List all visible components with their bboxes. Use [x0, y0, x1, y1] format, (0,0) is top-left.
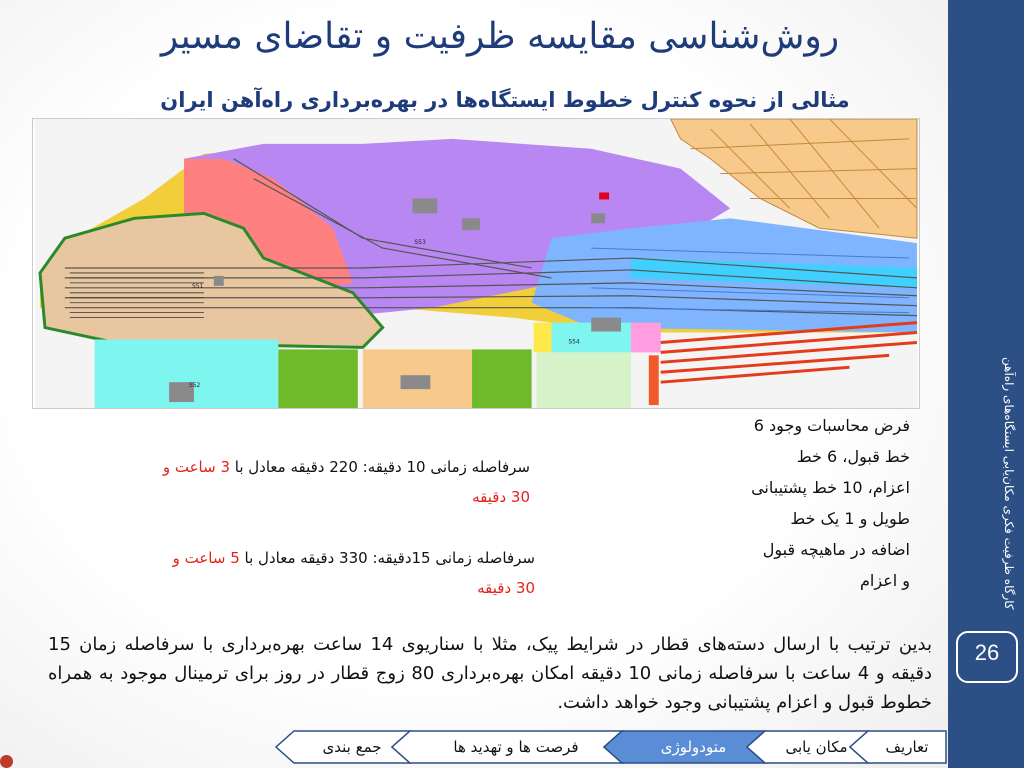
nav-labels [270, 730, 948, 764]
tab-methodology[interactable]: متودولوژی [660, 738, 727, 756]
calc-highlight: 5 ساعت و [172, 549, 240, 567]
sidebar-caption: کارگاه ظرفیت فکری مکان‌یابی ایستگاه‌های راه‌آهن [1002, 357, 1016, 610]
tab-taarif[interactable]: تعاریف [885, 738, 929, 756]
map-label-s51: S51 [191, 282, 204, 290]
map-label-s52: S52 [188, 382, 201, 390]
assumption-note [725, 410, 910, 596]
calc-text: سرفاصله زمانی 10 دقیقه: 220 دقیقه معادل با [234, 458, 530, 476]
calc-text: سرفاصله زمانی 15دقیقه: 330 دقیقه معادل با [244, 549, 535, 567]
note-line: فرض محاسبات وجود 6 [753, 416, 910, 435]
calc-highlight: 30 دقیقه [472, 488, 530, 506]
calc-highlight: 3 ساعت و [162, 458, 230, 476]
slide-title: روش‌شناسی مقایسه ظرفیت و تقاضای مسیر [160, 16, 840, 57]
tab-jam-bandi[interactable]: جمع بندی [322, 738, 382, 756]
note-line: اضافه در ماهیچه قبول [762, 540, 910, 559]
note-line: اعزام، 10 خط پشتیبانی [751, 478, 910, 497]
note-line: خط قبول، 6 خط [796, 447, 910, 466]
map-label-s53: S53 [414, 239, 426, 247]
note-line: طویل و 1 یک خط [790, 509, 910, 528]
calc-highlight: 30 دقیقه [477, 579, 535, 597]
page-number: 26 [974, 640, 1000, 665]
slide-subtitle: مثالی از نحوه کنترل خطوط ایستگاه‌ها در بهره‌برداری راه‌آهن ایران [160, 88, 850, 112]
map-label-s54: S54 [568, 338, 580, 346]
tab-forsat[interactable]: فرصت ها و تهدید ها [453, 738, 579, 756]
note-line: و اعزام [860, 571, 910, 590]
tab-makan-yabi[interactable]: مکان یابی [785, 738, 848, 756]
summary-paragraph: بدین ترتیب با ارسال دسته‌های قطار در شرایط پیک، مثلا با سناریوی 14 ساعت بهره‌برداری با سرفاصله زمان 15 دقیقه و 4 ساعت با سرفاصله زمانی 10 دقیقه امکان بهره‌برداری 80 زوج قطار در روز برای ترمینال موجود به همراه خطوط قبول و اعزام پشتیبانی وجود خواهد داشت. [48, 634, 932, 713]
corner-logo-icon [0, 755, 13, 768]
calc-10min [110, 452, 530, 512]
station-map-image [32, 118, 920, 409]
calc-15min [110, 543, 535, 603]
